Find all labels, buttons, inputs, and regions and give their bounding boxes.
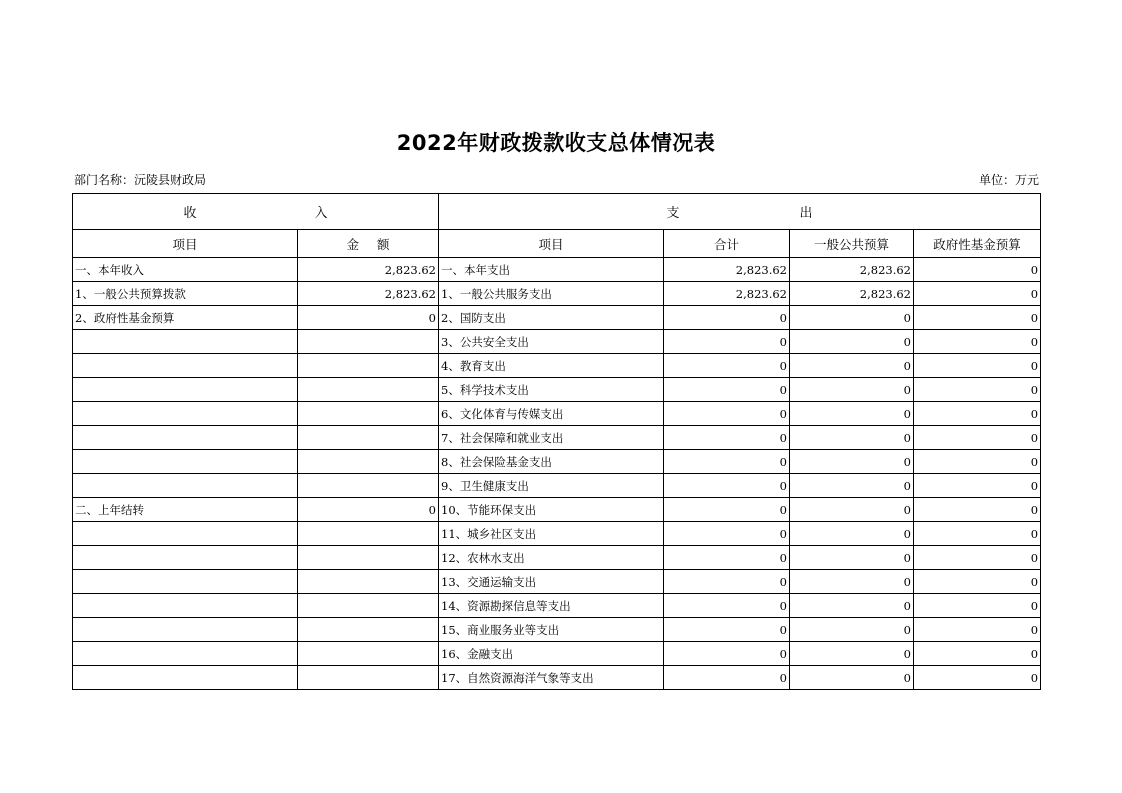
general-budget-cell: 0 [790, 618, 914, 642]
general-budget-cell: 0 [790, 450, 914, 474]
expense-item-cell: 14、资源勘探信息等支出 [439, 594, 664, 618]
expense-item-cell: 12、农林水支出 [439, 546, 664, 570]
fund-budget-cell: 0 [914, 402, 1041, 426]
income-amount-cell [298, 546, 439, 570]
general-budget-cell: 0 [790, 474, 914, 498]
expense-item-cell: 13、交通运输支出 [439, 570, 664, 594]
fund-budget-cell: 0 [914, 594, 1041, 618]
total-cell: 0 [664, 522, 790, 546]
general-budget-cell: 0 [790, 666, 914, 690]
fund-budget-cell: 0 [914, 570, 1041, 594]
income-item-cell [73, 642, 298, 666]
total-cell: 0 [664, 450, 790, 474]
table-row [73, 330, 1041, 354]
total-cell: 0 [664, 498, 790, 522]
table-row [73, 642, 1041, 666]
department-name: 部门名称：沅陵县财政局 [74, 173, 207, 187]
general-budget-cell: 0 [790, 330, 914, 354]
fund-budget-cell: 0 [914, 426, 1041, 450]
income-amount-cell [298, 402, 439, 426]
income-amount-cell: 2,823.62 [298, 282, 439, 306]
table-row [73, 258, 1041, 282]
fund-budget-cell: 0 [914, 618, 1041, 642]
income-amount-cell [298, 378, 439, 402]
income-item-cell [73, 594, 298, 618]
total-cell: 2,823.62 [664, 282, 790, 306]
group-header-row [73, 194, 1041, 230]
income-item-cell: 一、本年收入 [73, 258, 298, 282]
fund-budget-cell: 0 [914, 474, 1041, 498]
total-cell: 0 [664, 618, 790, 642]
income-amount-cell [298, 570, 439, 594]
income-header-b: 入 [314, 206, 328, 221]
total-cell: 0 [664, 666, 790, 690]
expense-item-cell: 10、节能环保支出 [439, 498, 664, 522]
general-budget-cell: 0 [790, 426, 914, 450]
col-amount [298, 230, 439, 258]
col-amount-b: 额 [377, 236, 390, 252]
income-header-a: 收 [183, 206, 197, 221]
fund-budget-cell: 0 [914, 354, 1041, 378]
table-row [73, 498, 1041, 522]
col-general-budget: 一般公共预算 [790, 230, 914, 258]
income-item-cell [73, 522, 298, 546]
income-amount-cell: 2,823.62 [298, 258, 439, 282]
col-amount-a: 金 [346, 236, 359, 252]
total-cell: 0 [664, 378, 790, 402]
income-item-cell: 2、政府性基金预算 [73, 306, 298, 330]
general-budget-cell: 2,823.62 [790, 258, 914, 282]
expense-item-cell: 一、本年支出 [439, 258, 664, 282]
table-row [73, 666, 1041, 690]
table-row [73, 378, 1041, 402]
general-budget-cell: 0 [790, 570, 914, 594]
total-cell: 0 [664, 354, 790, 378]
general-budget-cell: 0 [790, 378, 914, 402]
general-budget-cell: 0 [790, 498, 914, 522]
table-row [73, 402, 1041, 426]
expense-item-cell: 7、社会保障和就业支出 [439, 426, 664, 450]
fund-budget-cell: 0 [914, 330, 1041, 354]
col-fund-budget: 政府性基金预算 [914, 230, 1041, 258]
fund-budget-cell: 0 [914, 546, 1041, 570]
table-row [73, 306, 1041, 330]
col-expense-item: 项目 [439, 230, 664, 258]
income-item-cell [73, 618, 298, 642]
column-header-row [73, 230, 1041, 258]
income-item-cell [73, 570, 298, 594]
income-amount-cell [298, 426, 439, 450]
col-income-item: 项目 [73, 230, 298, 258]
table-body [73, 194, 1041, 690]
expense-item-cell: 4、教育支出 [439, 354, 664, 378]
total-cell: 0 [664, 306, 790, 330]
total-cell: 0 [664, 570, 790, 594]
expense-item-cell: 16、金融支出 [439, 642, 664, 666]
table-row [73, 474, 1041, 498]
table-row [73, 282, 1041, 306]
fund-budget-cell: 0 [914, 378, 1041, 402]
table-row [73, 426, 1041, 450]
total-cell: 0 [664, 594, 790, 618]
general-budget-cell: 0 [790, 402, 914, 426]
income-item-cell [73, 666, 298, 690]
table-row [73, 354, 1041, 378]
fund-budget-cell: 0 [914, 258, 1041, 282]
general-budget-cell: 0 [790, 306, 914, 330]
expense-header-b: 出 [799, 206, 813, 221]
income-amount-cell [298, 642, 439, 666]
general-budget-cell: 2,823.62 [790, 282, 914, 306]
income-item-cell [73, 450, 298, 474]
fund-budget-cell: 0 [914, 306, 1041, 330]
total-cell: 0 [664, 426, 790, 450]
budget-table [72, 193, 1041, 690]
total-cell: 0 [664, 546, 790, 570]
income-item-cell [73, 474, 298, 498]
income-item-cell [73, 354, 298, 378]
income-amount-cell [298, 450, 439, 474]
fund-budget-cell: 0 [914, 642, 1041, 666]
income-amount-cell: 0 [298, 306, 439, 330]
fund-budget-cell: 0 [914, 522, 1041, 546]
expense-item-cell: 9、卫生健康支出 [439, 474, 664, 498]
income-item-cell [73, 546, 298, 570]
total-cell: 0 [664, 330, 790, 354]
expense-header-a: 支 [666, 206, 680, 221]
fund-budget-cell: 0 [914, 498, 1041, 522]
income-amount-cell [298, 354, 439, 378]
expense-item-cell: 8、社会保险基金支出 [439, 450, 664, 474]
fund-budget-cell: 0 [914, 666, 1041, 690]
table-row [73, 450, 1041, 474]
table-row [73, 594, 1041, 618]
income-amount-cell [298, 594, 439, 618]
expense-item-cell: 17、自然资源海洋气象等支出 [439, 666, 664, 690]
expense-item-cell: 15、商业服务业等支出 [439, 618, 664, 642]
total-cell: 2,823.62 [664, 258, 790, 282]
general-budget-cell: 0 [790, 354, 914, 378]
income-amount-cell [298, 330, 439, 354]
total-cell: 0 [664, 474, 790, 498]
income-item-cell: 1、一般公共预算拨款 [73, 282, 298, 306]
fund-budget-cell: 0 [914, 450, 1041, 474]
table-row [73, 546, 1041, 570]
general-budget-cell: 0 [790, 522, 914, 546]
total-cell: 0 [664, 402, 790, 426]
expense-item-cell: 2、国防支出 [439, 306, 664, 330]
table-row [73, 522, 1041, 546]
general-budget-cell: 0 [790, 546, 914, 570]
table-row [73, 618, 1041, 642]
income-amount-cell [298, 666, 439, 690]
total-cell: 0 [664, 642, 790, 666]
col-total: 合计 [664, 230, 790, 258]
income-item-cell [73, 378, 298, 402]
income-item-cell [73, 426, 298, 450]
expense-item-cell: 6、文化体育与传媒支出 [439, 402, 664, 426]
income-item-cell [73, 330, 298, 354]
unit-label: 单位：万元 [978, 173, 1039, 187]
expense-item-cell: 5、科学技术支出 [439, 378, 664, 402]
income-amount-cell [298, 618, 439, 642]
income-amount-cell [298, 474, 439, 498]
table-row [73, 570, 1041, 594]
general-budget-cell: 0 [790, 594, 914, 618]
income-amount-cell: 0 [298, 498, 439, 522]
expense-group-header [439, 194, 1041, 230]
expense-item-cell: 11、城乡社区支出 [439, 522, 664, 546]
fund-budget-cell: 0 [914, 282, 1041, 306]
expense-item-cell: 3、公共安全支出 [439, 330, 664, 354]
page-title: 2022年财政拨款收支总体情况表 [396, 131, 716, 155]
income-item-cell: 二、上年结转 [73, 498, 298, 522]
income-amount-cell [298, 522, 439, 546]
income-item-cell [73, 402, 298, 426]
general-budget-cell: 0 [790, 642, 914, 666]
income-group-header [73, 194, 439, 230]
expense-item-cell: 1、一般公共服务支出 [439, 282, 664, 306]
